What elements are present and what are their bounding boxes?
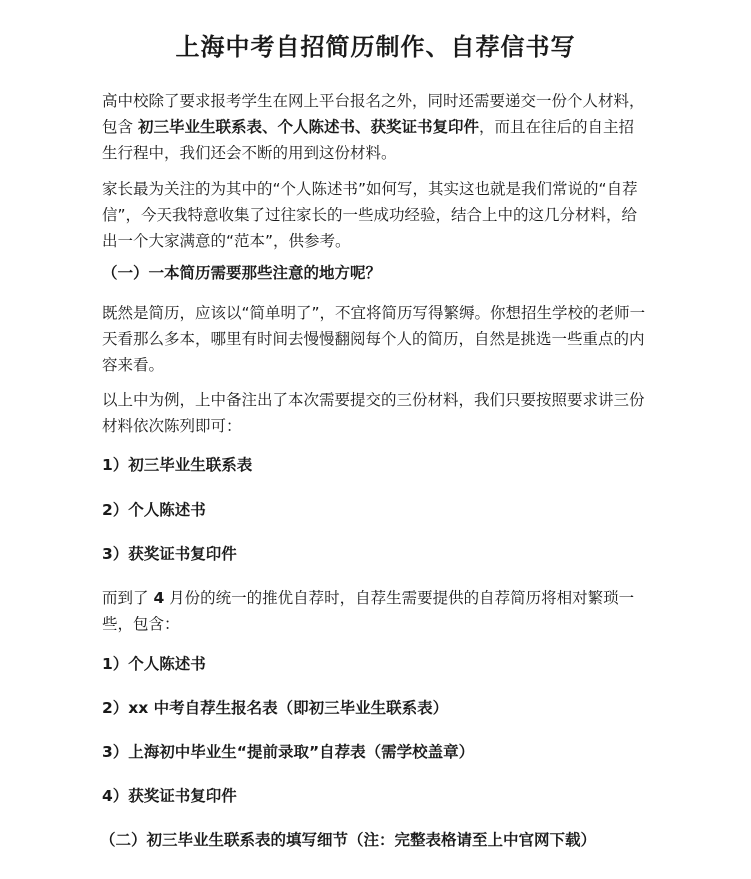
parent-line-3: 出一个大家满意的“范本”，供参考。 [102, 232, 351, 250]
list2-item: 3）上海初中毕业生“提前录取”自荐表（需学校盖章） [102, 743, 475, 761]
resume-line-3: 容来看。 [102, 356, 165, 374]
resume-paragraph [102, 300, 650, 378]
april-line-2: 些，包含： [102, 615, 180, 633]
resume-line-2: 天看那么多本，哪里有时间去慢慢翻阅每个人的简历，自然是挑选一些重点的内 [102, 330, 645, 348]
list2-item: 2）xx 中考自荐生报名表（即初三毕业生联系表） [102, 699, 449, 717]
list2-item: 4）获奖证书复印件 [102, 787, 237, 805]
section1-heading: （一）一本简历需要那些注意的地方呢？ [102, 264, 382, 282]
list1-item: 2）个人陈述书 [102, 501, 206, 519]
intro-materials-bold: 初三毕业生联系表、个人陈述书、获奖证书复印件 [137, 118, 479, 136]
list2-item: 1）个人陈述书 [102, 655, 206, 673]
intro-paragraph [102, 88, 650, 166]
list1-item: 3）获奖证书复印件 [102, 545, 237, 563]
intro-line-1: 高中校除了要求报考学生在网上平台报名之外，同时还需要递交一份个人材料， [102, 92, 645, 110]
example-paragraph [102, 387, 650, 439]
intro-line-3: 生行程中，我们还会不断的用到这份材料。 [102, 144, 397, 162]
intro-line-2: 包含 初三毕业生联系表、个人陈述书、获奖证书复印件，而且在往后的自主招 [102, 118, 634, 136]
april-paragraph [102, 585, 650, 637]
parent-paragraph [102, 176, 650, 254]
document-title: 上海中考自招简历制作、自荐信书写 [175, 33, 576, 61]
section2-heading: （二）初三毕业生联系表的填写细节（注：完整表格请至上中官网下载） [100, 831, 597, 849]
april-line-1: 而到了 4 月份的统一的推优自荐时，自荐生需要提供的自荐简历将相对繁琐一 [102, 589, 635, 607]
parent-line-2: 信”，今天我特意收集了过往家长的一些成功经验，结合上中的这几分材料，给 [102, 206, 638, 224]
parent-line-1: 家长最为关注的为其中的“个人陈述书”如何写，其实这也就是我们常说的“自荐 [102, 180, 638, 198]
list1-item: 1）初三毕业生联系表 [102, 456, 253, 474]
example-line-1: 以上中为例，上中备注出了本次需要提交的三份材料，我们只要按照要求讲三份 [102, 391, 645, 409]
resume-line-1: 既然是简历，应该以“简单明了”，不宜将简历写得繁缛。你想招生学校的老师一 [102, 304, 646, 322]
example-line-2: 材料依次陈列即可： [102, 417, 242, 435]
